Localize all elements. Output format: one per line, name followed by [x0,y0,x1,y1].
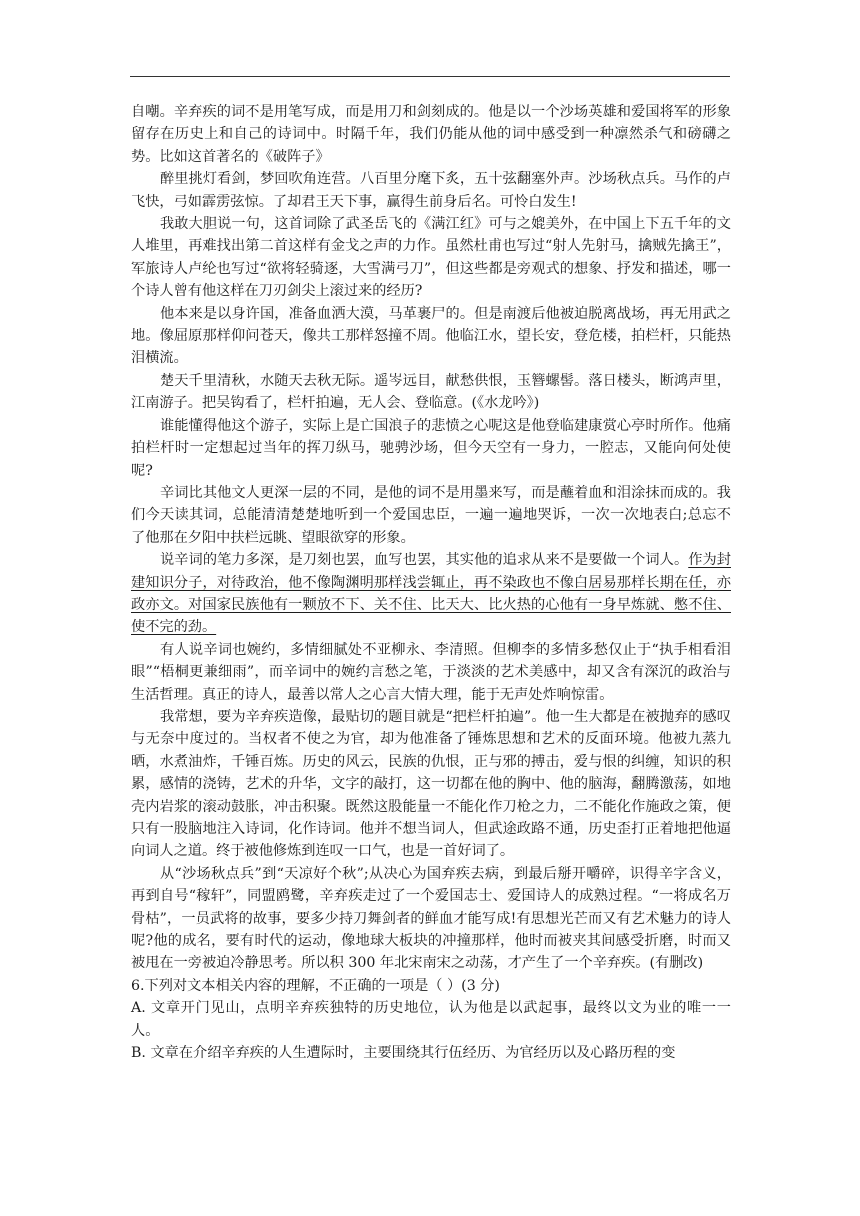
paragraph-text: 说辛词的笔力多深，是刀刻也罢，血写也罢，其实他的追求从来不是要做一个词人。 [160,552,689,569]
underlined-sentence: 作为封建知识分子，对待政治，他不像陶渊明那样浅尝辄止，再不染政也不像白居易那样长期在任，亦政亦文。对国家民族他有一颗放不下、关不住、比天大、比火热的心他有一身早炼就、憋不住、使不完的劲。 [131,552,731,636]
paragraph: 有人说辛词也婉约，多情细腻处不亚柳永、李清照。但柳李的多情多愁仅止于“执手相看泪眼”“梧桐更兼细雨”，而辛词中的婉约言愁之笔，于淡淡的艺术美感中，却又含有深沉的政治与生活哲理。真正的诗人，最善以常人之心言大情大理，能于无声处炸响惊雷。 [131,641,731,703]
paragraph-with-underline [131,549,731,639]
question-stem: 6.下列对文本相关内容的理解，不正确的一项是（ ）(3 分) [131,977,500,994]
question-option-b: B. 文章在介绍辛弃疾的人生遭际时，主要围绕其行伍经历、为官经历以及心路历程的变 [131,1045,676,1062]
question-option-a: A. 文章开门见山，点明辛弃疾独特的历史地位，认为他是以武起事，最终以文为业的唯一一人。 [131,1000,731,1039]
paragraph: 我敢大胆说一句，这首词除了武圣岳飞的《满江红》可与之媲美外，在中国上下五千年的文人堆里，再难找出第二首这样有金戈之声的力作。虽然杜甫也写过“射人先射马，擒贼先擒王”，军旅诗人卢纶也写过“欲将轻骑逐，大雪满弓刀”，但这些都是旁观式的想象、抒发和描述，哪一个诗人曾有他这样在刀刃剑尖上滚过来的经历? [131,216,731,300]
poem-shui-long-yin: 楚天千里清秋，水随天去秋无际。遥岑远目，献愁供恨，玉簪螺髻。落日楼头，断鸿声里，江南游子。把吴钩看了，栏杆拍遍，无人会、登临意。(《水龙吟》) [131,372,731,412]
poem-po-zhen-zi: 醉里挑灯看剑，梦回吹角连营。八百里分麾下炙，五十弦翻塞外声。沙场秋点兵。马作的卢飞快，弓如霹雳弦惊。了却君王天下事，赢得生前身后名。可怜白发生! [131,171,731,210]
paragraph: 自嘲。辛弃疾的词不是用笔写成，而是用刀和剑刻成的。他是以一个沙场英雄和爱国将军的形象留存在历史上和自己的诗词中。时隔千年，我们仍能从他的词中感受到一种凛然杀气和磅礴之势。比如这首著名的《破阵子》 [131,104,731,165]
paragraph: 谁能懂得他这个游子，实际上是亡国浪子的悲愤之心呢这是他登临建康赏心亭时所作。他痛拍栏杆时一定想起过当年的挥刀纵马，驰骋沙场，但今天空有一身力，一腔志，又能向何处使呢? [131,417,731,479]
paragraph: 我常想，要为辛弃疾造像，最贴切的题目就是“把栏杆拍遍”。他一生大都是在被抛弃的感叹与无奈中度过的。当权者不使之为官，却为他准备了锤炼思想和艺术的反面环境。他被九蒸九晒，水煮油炸，千锤百炼。历史的风云，民族的仇恨，正与邪的搏击，爱与恨的纠缠，知识的积累，感情的浇铸，艺术的升华，文字的敲打，这一切都在他的胸中、他的脑海，翻腾激荡，如地壳内岩浆的滚动鼓胀，冲击积聚。既然这股能量一不能化作刀枪之力，二不能化作施政之策，便只有一股脑地注入诗词，化作诗词。他并不想当词人，但武途政路不通，历史歪打正着地把他逼向词人之道。终于被他修炼到连叹一口气，也是一首好词了。 [131,708,731,860]
header-rule [130,76,730,77]
paragraph: 辛词比其他文人更深一层的不同，是他的词不是用墨来写，而是蘸着血和泪涂抹而成的。我们今天读其词，总能清清楚楚地听到一个爱国忠臣，一遍一遍地哭诉，一次一次地表白;总忘不了他那在夕阳中扶栏远眺、望眼欲穿的形象。 [131,484,731,546]
article-body [131,101,731,1064]
paragraph: 他本来是以身许国，准备血洒大漠，马革裹尸的。但是南渡后他被迫脱离战场，再无用武之地。像屈原那样仰问苍天，像共工那样怒撞不周。他临江水，望长安，登危楼，拍栏杆，只能热泪横流。 [131,305,731,367]
paragraph: 从“沙场秋点兵”到“天凉好个秋”;从决心为国弃疾去病，到最后掰开嚼碎，识得辛字含义，再到自号“稼轩”，同盟鸥鹭，辛弃疾走过了一个爱国志士、爱国诗人的成熟过程。“一将成名万骨枯”，一员武将的故事，要多少持刀舞剑者的鲜血才能写成!有思想光芒而又有艺术魅力的诗人呢?他的成名，要有时代的运动，像地球大板块的冲撞那样，他时而被夹其间感受折磨，时而又被甩在一旁被迫冷静思考。所以积 300 年北宋南宋之动荡，才产生了一个辛弃疾。(有删改) [131,865,731,972]
